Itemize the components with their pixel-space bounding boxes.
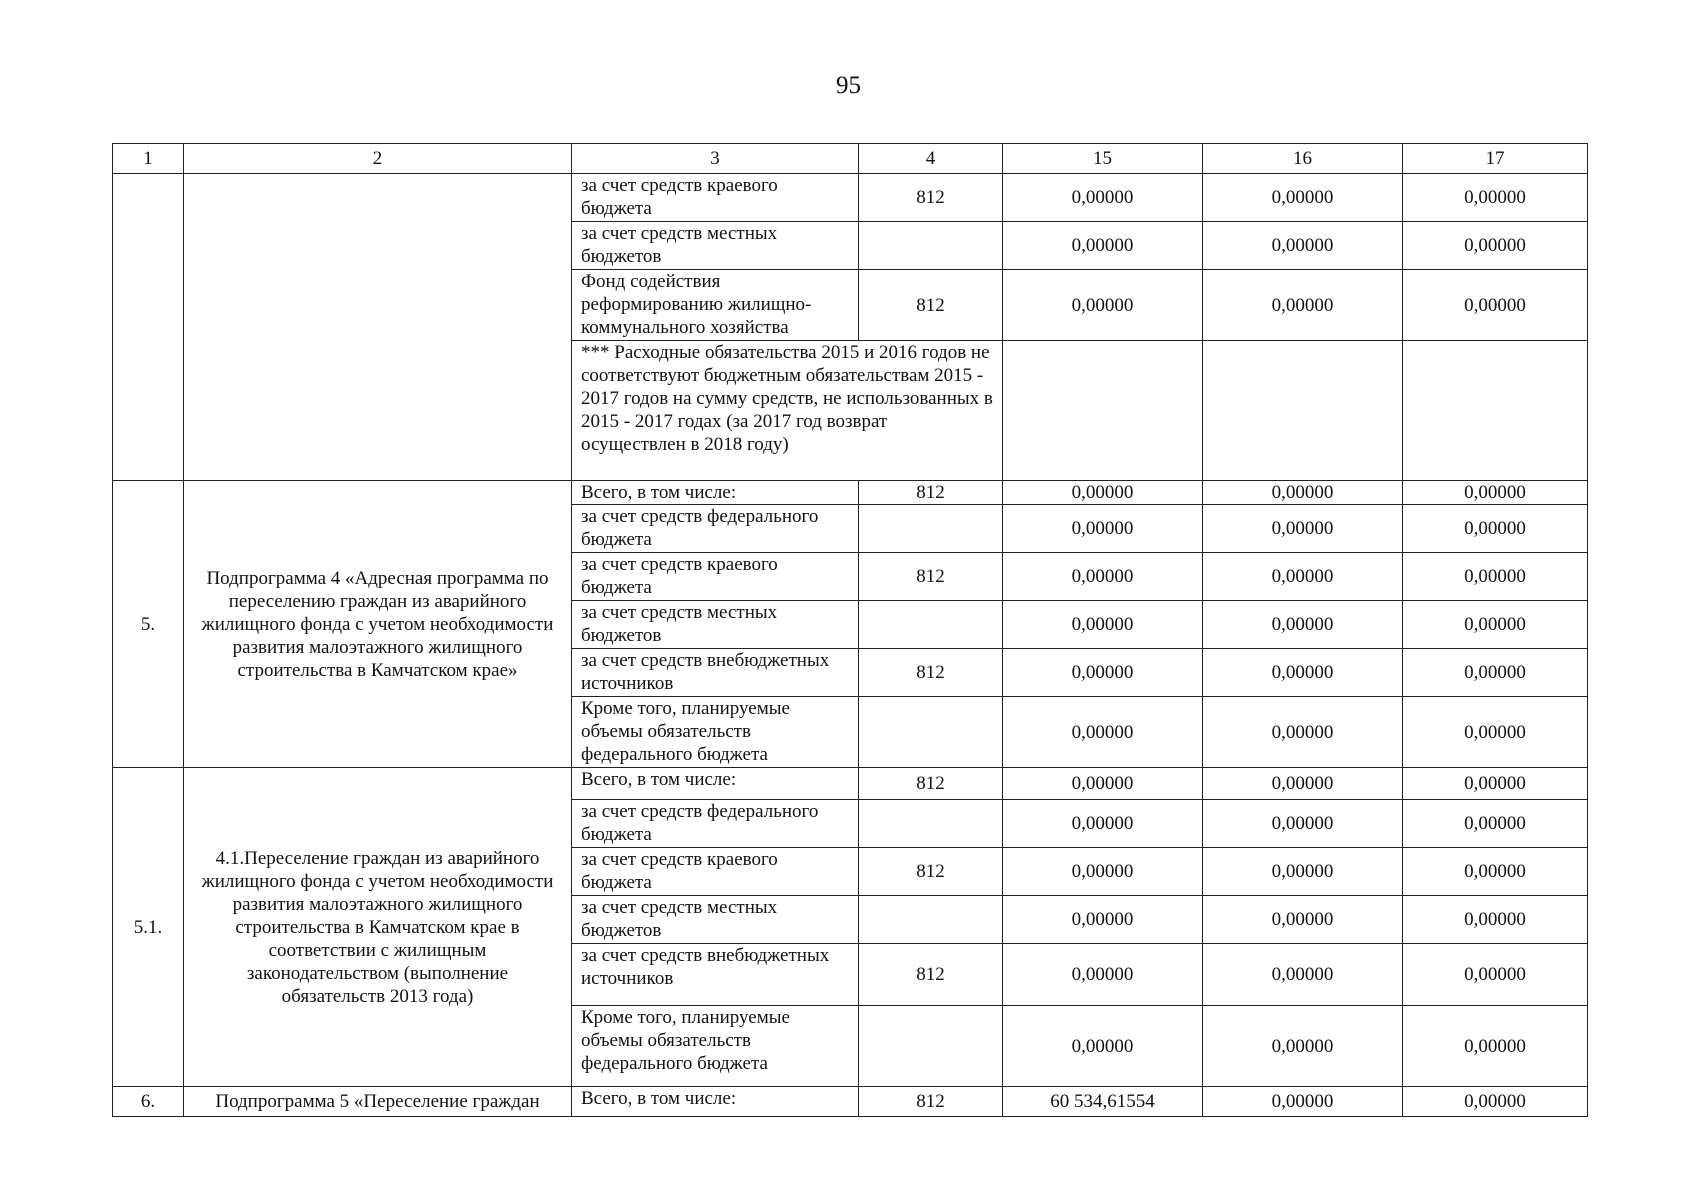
value-17: 0,00000 xyxy=(1403,553,1588,601)
value-17: 0,00000 xyxy=(1403,222,1588,270)
header-col-4: 4 xyxy=(859,144,1003,174)
budget-code xyxy=(859,601,1003,649)
table-row xyxy=(113,1087,1588,1117)
value-16: 0,00000 xyxy=(1203,174,1403,222)
program-name-cell xyxy=(184,174,572,481)
value-17: 0,00000 xyxy=(1403,768,1588,800)
budget-code xyxy=(859,505,1003,553)
budget-code xyxy=(859,222,1003,270)
budget-code: 812 xyxy=(859,270,1003,341)
budget-code xyxy=(859,1006,1003,1087)
value-16: 0,00000 xyxy=(1203,768,1403,800)
header-col-16: 16 xyxy=(1203,144,1403,174)
value-15: 0,00000 xyxy=(1003,174,1203,222)
budget-code: 812 xyxy=(859,553,1003,601)
footnote-text: *** Расходные обязательства 2015 и 2016 годов не соответствуют бюджетным обязательствам 2015 - 2017 годов на сумму средств, не использованных в 2015 - 2017 годах (за 2017 год возврат осуществлен в 2018 году) xyxy=(572,341,1003,481)
value-15: 0,00000 xyxy=(1003,270,1203,341)
value-15: 0,00000 xyxy=(1003,649,1203,697)
budget-code: 812 xyxy=(859,481,1003,505)
value-15: 0,00000 xyxy=(1003,505,1203,553)
value-16: 0,00000 xyxy=(1203,944,1403,1006)
row-number: 5.1. xyxy=(113,768,184,1087)
value-15: 0,00000 xyxy=(1003,222,1203,270)
table-row xyxy=(113,768,1588,800)
value-15: 0,00000 xyxy=(1003,1006,1203,1087)
value-16: 0,00000 xyxy=(1203,505,1403,553)
value-16: 0,00000 xyxy=(1203,553,1403,601)
value-16: 0,00000 xyxy=(1203,697,1403,768)
row-number: 5. xyxy=(113,481,184,768)
row-number: 6. xyxy=(113,1087,184,1117)
budget-code: 812 xyxy=(859,1087,1003,1117)
value-15: 0,00000 xyxy=(1003,896,1203,944)
funding-source: Всего, в том числе: xyxy=(572,1087,859,1117)
funding-source: за счет средств краевого бюджета xyxy=(572,174,859,222)
budget-code xyxy=(859,896,1003,944)
value-15: 0,00000 xyxy=(1003,800,1203,848)
value-17: 0,00000 xyxy=(1403,944,1588,1006)
value-16: 0,00000 xyxy=(1203,649,1403,697)
value-15: 0,00000 xyxy=(1003,944,1203,1006)
value-17: 0,00000 xyxy=(1403,1087,1588,1117)
empty-cell xyxy=(1403,341,1588,481)
header-col-15: 15 xyxy=(1003,144,1203,174)
funding-source: Кроме того, планируемые объемы обязательств федерального бюджета xyxy=(572,697,859,768)
empty-cell xyxy=(1203,341,1403,481)
value-15: 0,00000 xyxy=(1003,697,1203,768)
value-16: 0,00000 xyxy=(1203,896,1403,944)
value-15: 0,00000 xyxy=(1003,768,1203,800)
empty-cell xyxy=(1003,341,1203,481)
value-15: 0,00000 xyxy=(1003,848,1203,896)
value-16: 0,00000 xyxy=(1203,1006,1403,1087)
table-row xyxy=(113,481,1588,505)
header-col-17: 17 xyxy=(1403,144,1588,174)
funding-source: за счет средств федерального бюджета xyxy=(572,505,859,553)
budget-table xyxy=(112,143,1588,1117)
value-16: 0,00000 xyxy=(1203,800,1403,848)
value-15: 0,00000 xyxy=(1003,601,1203,649)
header-row xyxy=(113,144,1588,174)
funding-source: за счет средств краевого бюджета xyxy=(572,848,859,896)
budget-code: 812 xyxy=(859,848,1003,896)
row-number-cell xyxy=(113,174,184,481)
budget-code xyxy=(859,697,1003,768)
program-name: Подпрограмма 5 «Переселение граждан xyxy=(184,1087,572,1117)
value-17: 0,00000 xyxy=(1403,601,1588,649)
budget-code: 812 xyxy=(859,768,1003,800)
value-16: 0,00000 xyxy=(1203,601,1403,649)
funding-source: Всего, в том числе: xyxy=(572,481,859,505)
value-17: 0,00000 xyxy=(1403,697,1588,768)
value-16: 0,00000 xyxy=(1203,222,1403,270)
value-15: 0,00000 xyxy=(1003,481,1203,505)
program-name: Подпрограмма 4 «Адресная программа по переселению граждан из аварийного жилищного фонда с учетом необходимости развития малоэтажного жилищного строительства в Камчатском крае» xyxy=(184,481,572,768)
value-17: 0,00000 xyxy=(1403,481,1588,505)
funding-source: Всего, в том числе: xyxy=(572,768,859,800)
header-col-2: 2 xyxy=(184,144,572,174)
table-row xyxy=(113,174,1588,222)
value-17: 0,00000 xyxy=(1403,896,1588,944)
funding-source: за счет средств краевого бюджета xyxy=(572,553,859,601)
value-17: 0,00000 xyxy=(1403,270,1588,341)
value-16: 0,00000 xyxy=(1203,270,1403,341)
value-17: 0,00000 xyxy=(1403,649,1588,697)
funding-source: за счет средств местных бюджетов xyxy=(572,896,859,944)
value-17: 0,00000 xyxy=(1403,848,1588,896)
value-15: 0,00000 xyxy=(1003,553,1203,601)
budget-code xyxy=(859,800,1003,848)
value-16: 0,00000 xyxy=(1203,848,1403,896)
funding-source: за счет средств внебюджетных источников xyxy=(572,649,859,697)
funding-source: Фонд содействия реформированию жилищно-коммунального хозяйства xyxy=(572,270,859,341)
funding-source: за счет средств внебюджетных источников xyxy=(572,944,859,1006)
funding-source: за счет средств местных бюджетов xyxy=(572,222,859,270)
value-17: 0,00000 xyxy=(1403,505,1588,553)
program-name: 4.1.Переселение граждан из аварийного жилищного фонда с учетом необходимости развития малоэтажного жилищного строительства в Камчатском крае в соответствии с жилищным законодательством (выполнение обязательств 2013 года) xyxy=(184,768,572,1087)
value-16: 0,00000 xyxy=(1203,481,1403,505)
value-16: 0,00000 xyxy=(1203,1087,1403,1117)
value-17: 0,00000 xyxy=(1403,800,1588,848)
funding-source: за счет средств федерального бюджета xyxy=(572,800,859,848)
funding-source: за счет средств местных бюджетов xyxy=(572,601,859,649)
header-col-3: 3 xyxy=(572,144,859,174)
funding-source: Кроме того, планируемые объемы обязательств федерального бюджета xyxy=(572,1006,859,1087)
header-col-1: 1 xyxy=(113,144,184,174)
budget-code: 812 xyxy=(859,174,1003,222)
budget-code: 812 xyxy=(859,944,1003,1006)
value-15: 60 534,61554 xyxy=(1003,1087,1203,1117)
value-17: 0,00000 xyxy=(1403,1006,1588,1087)
value-17: 0,00000 xyxy=(1403,174,1588,222)
budget-code: 812 xyxy=(859,649,1003,697)
page-number: 95 xyxy=(836,72,861,99)
